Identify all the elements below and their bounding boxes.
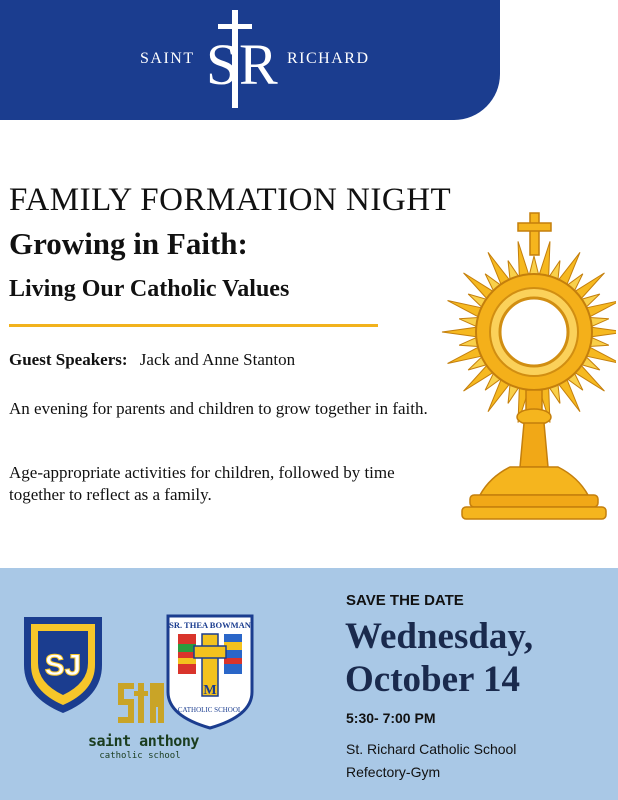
stb-logo-side-text: CATHOLIC SCHOOL (177, 706, 243, 714)
event-location: St. Richard Catholic School (346, 741, 517, 757)
stb-logo-top-text: SR. THEA BOWMAN (169, 620, 251, 630)
event-day: Wednesday, (345, 616, 534, 657)
svg-text:S: S (206, 32, 239, 97)
description-paragraph: An evening for parents and children to grow together in faith. (9, 399, 428, 418)
monstrance-ray (539, 241, 550, 278)
event-title: FAMILY FORMATION NIGHT (9, 182, 452, 218)
stb-logo-mark: M (203, 683, 217, 698)
header-word-left: SAINT (140, 50, 195, 67)
event-tagline: Living Our Catholic Values (9, 276, 290, 302)
event-date: October 14 (345, 659, 521, 700)
st-richard-monogram-logo (192, 10, 284, 110)
saint-anthony-subtitle: catholic school (99, 751, 181, 761)
sr-thea-bowman-logo (164, 612, 256, 730)
saint-anthony-name: saint anthony (88, 732, 199, 750)
event-subtitle: Growing in Faith: (9, 226, 248, 261)
monstrance-ray (590, 327, 616, 337)
guest-speakers-label: Guest Speakers: (9, 350, 128, 369)
event-time: 5:30- 7:00 PM (346, 710, 436, 726)
sj-logo-text: SJ (44, 649, 82, 682)
header-banner (0, 0, 500, 120)
monstrance-icon (420, 205, 616, 540)
description-paragraph: Age-appropriate activities for children, followed by time together to reflect as a family. (9, 463, 395, 504)
guest-speakers (9, 350, 295, 370)
event-location-room: Refectory-Gym (346, 764, 441, 780)
gold-divider (9, 324, 378, 327)
monstrance-ray (518, 241, 529, 278)
monstrance-ray (442, 327, 478, 337)
header-word-right: RICHARD (287, 50, 370, 67)
svg-text:R: R (239, 32, 278, 97)
save-the-date-label: SAVE THE DATE (346, 592, 464, 609)
guest-speakers-names: Jack and Anne Stanton (139, 350, 296, 369)
